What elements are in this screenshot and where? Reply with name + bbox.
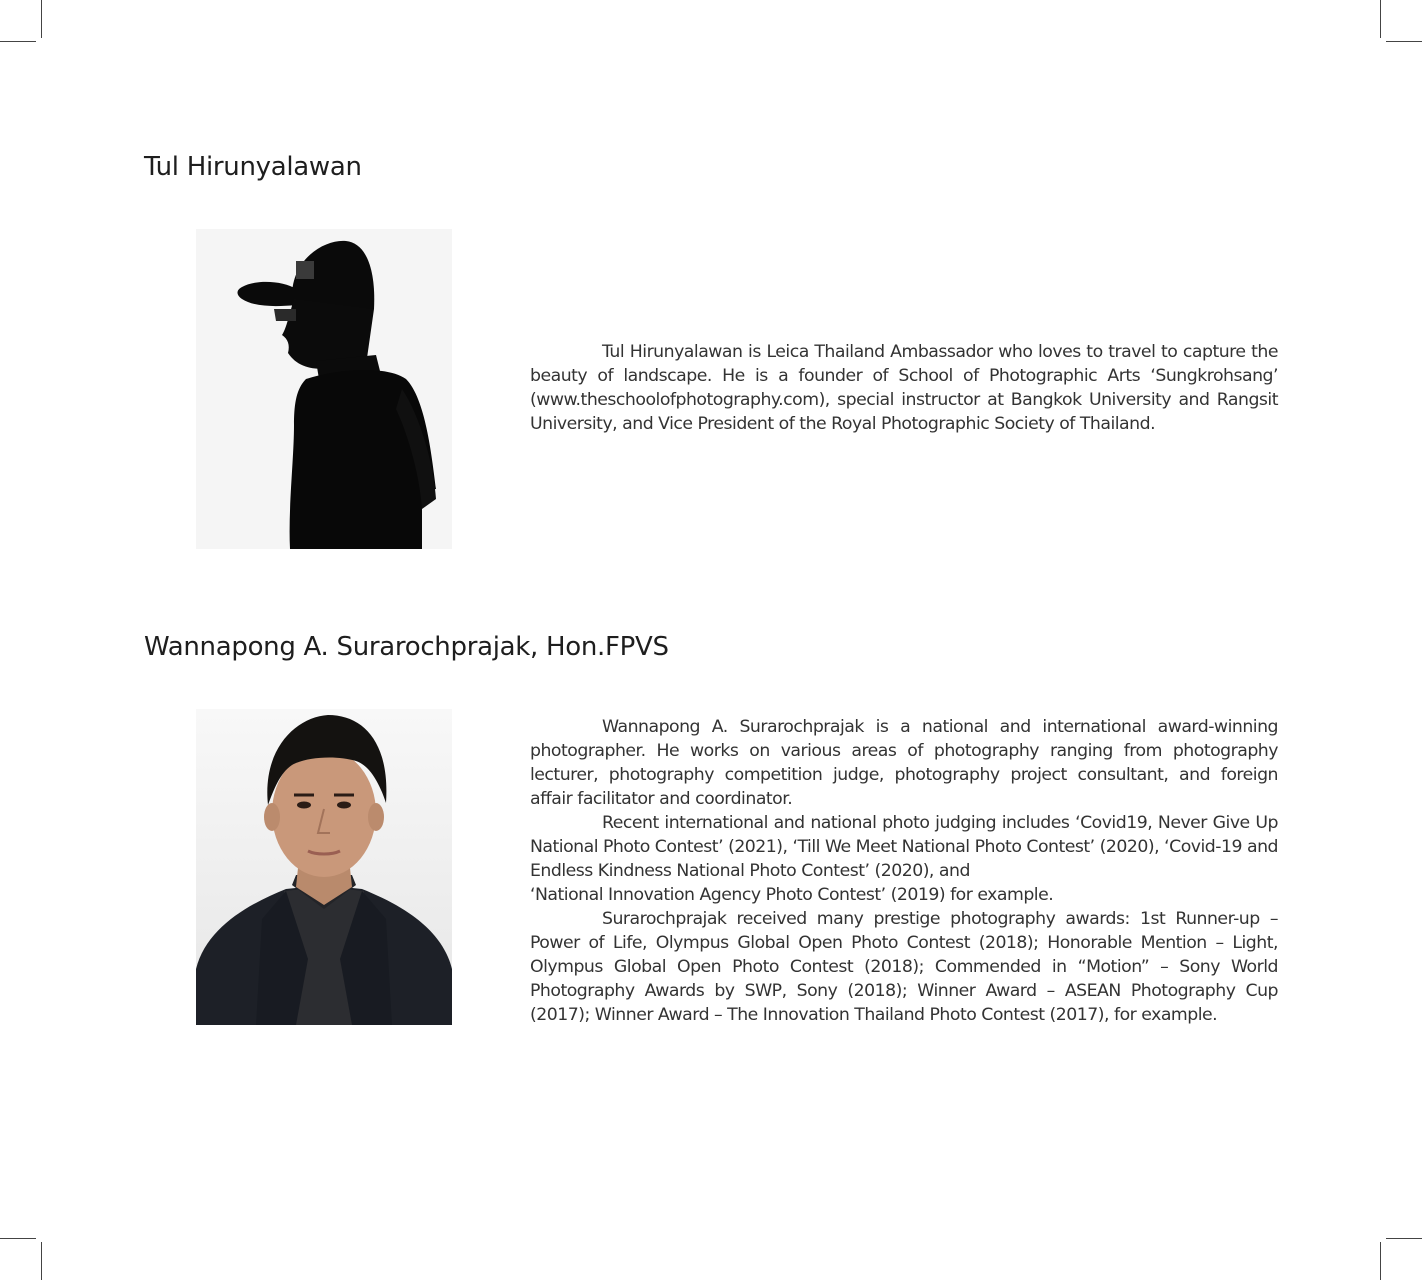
bio-paragraph: Recent international and national photo judging includes ‘Covid19, Never Give Up National Photo Contest’ (2021), ‘Till We Meet National Photo Contest’ (2020), ‘Covid-19 and Endless Kindness National Photo Contest’ (2020), and xyxy=(530,813,1278,881)
crop-mark-top-right-horizontal xyxy=(1386,41,1422,42)
color-portrait-icon xyxy=(196,709,452,1025)
bio-paragraph: Wannapong A. Surarochprajak is a national and international award-winning photographer. He works on various areas of photography ranging from photography lecturer, photography competition judge, photography project consultant, and foreign affair facilitator and coordinator. xyxy=(530,717,1278,809)
person-name: Wannapong A. Surarochprajak, Hon.FPVS xyxy=(144,632,669,662)
crop-mark-top-left-horizontal xyxy=(0,41,36,42)
crop-mark-bottom-right-horizontal xyxy=(1386,1238,1422,1239)
bio-paragraph: ‘National Innovation Agency Photo Contest’ (2019) for example. xyxy=(530,885,1054,905)
crop-mark-bottom-right-vertical xyxy=(1380,1242,1381,1280)
crop-mark-bottom-left-vertical xyxy=(41,1242,42,1280)
bio-paragraph: Tul Hirunyalawan is Leica Thailand Ambassador who loves to travel to capture the beauty of landscape. He is a founder of School of Photographic Arts ‘Sungkrohsang’ (www.theschoolofphotography.com), special instructor at Bangkok University and Rangsit University, and Vice President of the Royal Photographic Society of Thailand. xyxy=(530,342,1278,434)
person-bio xyxy=(530,715,1278,1027)
crop-mark-top-right-vertical xyxy=(1380,0,1381,38)
bio-paragraph: Surarochprajak received many prestige photography awards: 1st Runner-up – Power of Life, Olympus Global Open Photo Contest (2018); Honorable Mention – Light, Olympus Global Open Photo Contest (2018); Commended in “Motion” – Sony World Photography Awards by SWP, Sony (2018); Winner Award – ASEAN Photography Cup (2017); Winner Award – The Innovation Thailand Photo Contest (2017), for example. xyxy=(530,909,1278,1025)
crop-mark-top-left-vertical xyxy=(41,0,42,38)
person-name: Tul Hirunyalawan xyxy=(144,152,362,182)
person-bio xyxy=(530,340,1278,436)
crop-mark-bottom-left-horizontal xyxy=(0,1238,36,1239)
silhouette-portrait-icon xyxy=(196,229,452,549)
